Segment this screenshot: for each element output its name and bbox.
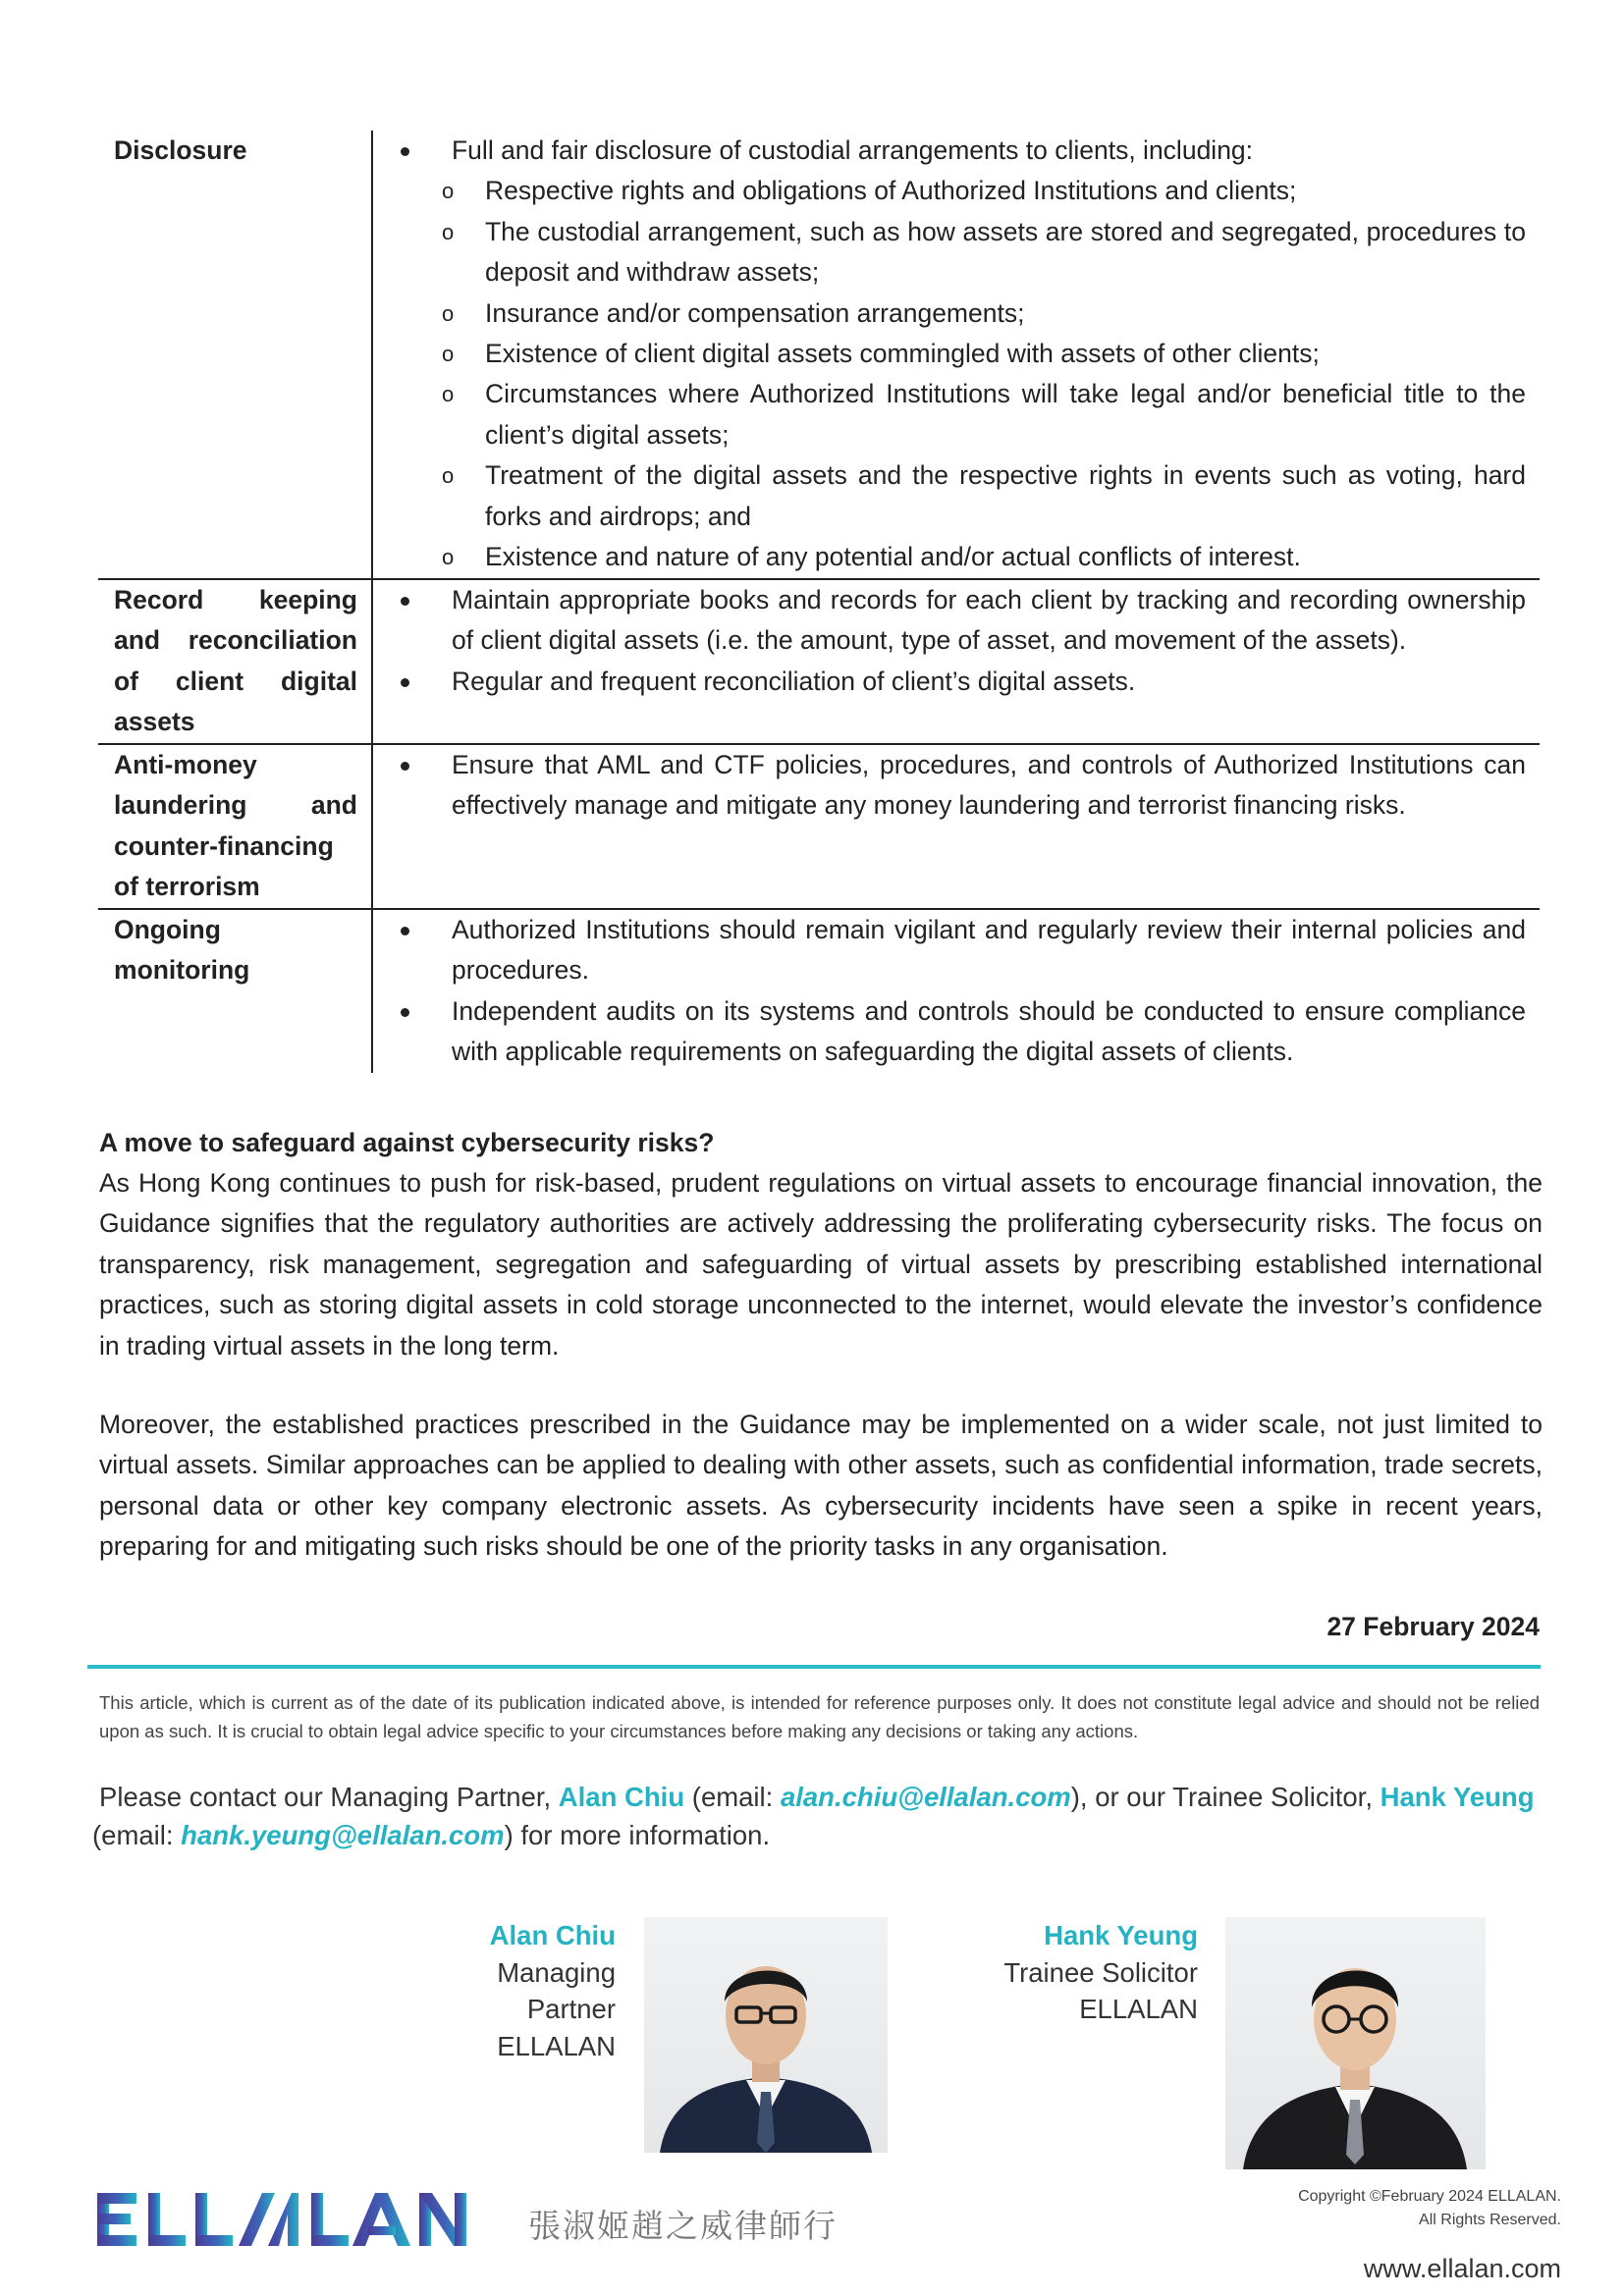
row-label-text: Ongoing monitoring [114,915,250,986]
list-item: Authorized Institutions should remain vigilant and regularly review their internal policies and procedures. [387,910,1526,991]
bullet-list [387,580,1526,702]
row-label [98,745,373,908]
profile-card-alan [416,1917,616,2064]
website-link[interactable]: www.ellalan.com [1363,2254,1561,2283]
row-content [373,745,1540,908]
contact-name-link[interactable]: Alan Chiu [558,1782,685,1812]
copyright-line: Copyright ©February 2024 ELLALAN. [1298,2188,1561,2205]
table-row [98,908,1540,1073]
list-item: Maintain appropriate books and records for each client by tracking and recording ownership of client digital assets (i.e. the amount, type of asset, and movement of the assets). [387,580,1526,662]
profile-photo-alan [644,1917,888,2153]
list-item: o Treatment of the digital assets and the respective rights in events such as voting, hard forks and airdrops; and [387,455,1526,537]
contact-suffix: ) for more information. [504,1820,771,1850]
bullet-list [387,745,1526,827]
ellalan-logo-icon [95,2185,488,2254]
ellalan-logo [95,2185,488,2254]
row-content [373,580,1540,743]
row-label-text: Anti-money laundering and counter-financing of terrorism [114,750,357,902]
contact-name-link[interactable]: Hank Yeung [1380,1782,1535,1812]
copyright-line: All Rights Reserved. [1419,2212,1561,2228]
table-row [98,743,1540,908]
email-link[interactable]: alan.chiu@ellalan.com [780,1782,1071,1812]
paragraph: As Hong Kong continues to push for risk-based, prudent regulations on virtual assets to encourage financial innovation, the Guidance signifies that the regulatory authorities are actively addressing the proliferating cybersecurity risks. The focus on transparency, risk management, segregation and safeguarding of virtual assets by prescribing established international practices, such as storing digital assets in cold storage unconnected to the internet, would elevate the investor’s confidence in trading virtual assets in the long term. [99,1168,1543,1361]
bullet-list [387,910,1526,1073]
section-heading: A move to safeguard against cybersecurity risks? [99,1128,715,1157]
row-content [373,910,1540,1073]
table-row [98,131,1540,578]
bullet-text: Full and fair disclosure of custodial arrangements to clients, including: [452,135,1254,165]
contact-text: (email: [92,1820,182,1850]
row-label: Record keeping and reconciliation of client digital assets [98,580,373,743]
contact-info [92,1778,1552,1854]
list-item: o The custodial arrangement, such as how assets are stored and segregated, procedures to deposit and withdraw assets; [387,212,1526,294]
list-item: Independent audits on its systems and controls should be conducted to ensure compliance with applicable requirements on safeguarding the digital assets of clients. [387,991,1526,1073]
firm-chinese-name: 張淑姬趙之威律師行 [528,2207,838,2245]
list-item: o Existence of client digital assets commingled with assets of other clients; [387,334,1526,374]
profile-firm: ELLALAN [497,2030,616,2061]
bullet-list [387,131,1526,171]
profile-firm: ELLALAN [1079,1994,1198,2024]
list-item: Ensure that AML and CTF policies, procedures, and controls of Authorized Institutions can effectively manage and mitigate any money laundering and terrorist financing risks. [387,745,1526,827]
email-link[interactable]: hank.yeung@ellalan.com [181,1820,505,1850]
list-item: Regular and frequent reconciliation of client’s digital assets. [387,662,1526,702]
contact-text: (email: [684,1782,781,1812]
sub-bullet-list [387,171,1526,577]
safeguard-requirements-table [98,131,1540,1073]
list-item: o Insurance and/or compensation arrangements; [387,294,1526,334]
profile-name: Hank Yeung [1044,1920,1198,1950]
profile-title: Managing [497,1956,616,1988]
list-item: o Respective rights and obligations of Authorized Institutions and clients; [387,171,1526,211]
row-label: Disclosure [98,131,373,578]
row-label [98,910,373,1073]
profile-photo-hank [1225,1917,1486,2169]
profile-card-hank [943,1917,1198,2028]
profile-name: Alan Chiu [489,1920,616,1950]
copyright-notice [1178,2185,1561,2232]
person-silhouette-icon [1225,1917,1486,2169]
table-row [98,578,1540,743]
contact-text: ), or our Trainee Solicitor, [1070,1782,1380,1812]
divider [87,1665,1541,1669]
disclaimer: This article, which is current as of the date of its publication indicated above, is intended for reference purposes only. It does not constitute legal advice and should not be relied upon as such. It is crucial to obtain legal advice specific to your circumstances before making any decisions or taking any actions. [99,1692,1540,1741]
profile-title: Partner [526,1994,616,2024]
list-item [387,131,1526,171]
paragraph: Moreover, the established practices prescribed in the Guidance may be implemented on a wider scale, not just limited to virtual assets. Similar approaches can be applied to dealing with other assets, such as confidential information, trade secrets, personal data or other key company electronic assets. As cybersecurity incidents have seen a spike in recent years, preparing for and mitigating such risks should be one of the priority tasks in any organisation. [99,1410,1543,1562]
row-content [373,131,1540,578]
profile-title: Trainee Solicitor [1003,1956,1198,1988]
publication-date: 27 February 2024 [1326,1612,1540,1641]
person-silhouette-icon [644,1917,888,2153]
list-item: o Circumstances where Authorized Institutions will take legal and/or beneficial title to the client’s digital assets; [387,374,1526,455]
list-item: o Existence and nature of any potential and/or actual conflicts of interest. [387,537,1526,577]
contact-prefix: Please contact our Managing Partner, [99,1782,559,1812]
